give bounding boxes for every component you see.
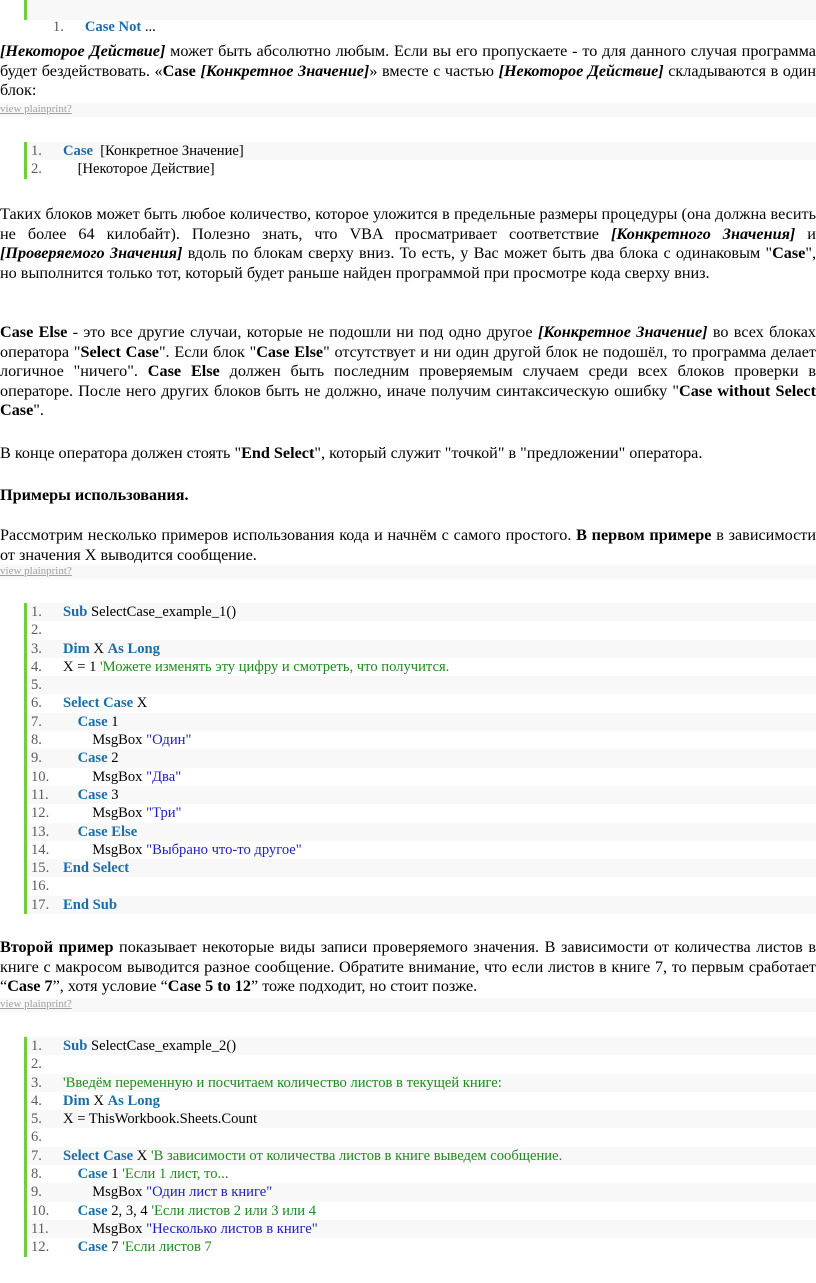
code-line	[27, 640, 816, 658]
text: ". Если блок "	[158, 342, 257, 361]
code-line	[27, 1092, 816, 1110]
text: ” тоже подходит, но стоит позже.	[250, 977, 478, 996]
view-plain-link[interactable]: view plainprint?	[0, 565, 72, 577]
line-number: 9.	[31, 1184, 42, 1201]
code-comment: 'Введём переменную и посчитаем количество листов в текущей книге:	[63, 1074, 502, 1091]
heading-examples: Примеры использования.	[0, 486, 189, 504]
line-number: 15.	[31, 860, 50, 877]
code-line	[27, 694, 816, 712]
text: должен быть последним проверяемым случаем среди всех блоков проверки в операторе. После него других блоков быть не должно, иначе получим синтаксическую ошибку "	[0, 362, 816, 400]
paragraph-example-1-intro	[0, 526, 816, 565]
code-keyword: As Long	[107, 1092, 160, 1109]
term-specific-value: [Конкретное Значение]	[537, 323, 708, 341]
line-number: 17.	[31, 896, 50, 913]
code-keyword: Case	[77, 1239, 108, 1256]
code-text: 2	[107, 750, 119, 767]
code-text: X = ThisWorkbook.Sheets.Count	[63, 1111, 258, 1128]
paragraph-example-2-intro	[0, 938, 816, 997]
text: ", но выполнится только тот, который будет раньше найден программой при просмотре кода сверху вниз.	[0, 244, 816, 282]
code-text: MsgBox	[63, 1184, 147, 1201]
code-text: 2, 3, 4	[107, 1202, 152, 1219]
text: в зависимости от значения X выводится сообщение.	[0, 526, 816, 564]
line-number: 11.	[31, 1220, 49, 1237]
code-keyword: Case	[77, 1202, 108, 1219]
code-text: 3	[107, 786, 119, 803]
code-text	[63, 787, 78, 803]
line-number: 11.	[31, 786, 49, 803]
code-text: X	[133, 695, 148, 712]
line-number: 1.	[31, 1038, 42, 1054]
line-number: 14.	[31, 841, 50, 858]
code-text	[63, 1239, 78, 1255]
code-keyword: End Select	[63, 860, 130, 877]
code-text: MsgBox	[63, 841, 147, 858]
code-string: "Два"	[146, 768, 182, 785]
term-specific-value: [Конкретного Значения]	[610, 224, 796, 243]
text: может быть абсолютно любым. Если вы его пропускаете - то для данного случая программа будет бездействовать. «	[0, 42, 816, 80]
code-keyword: Case	[77, 713, 108, 730]
code-line	[27, 1238, 816, 1256]
view-plain-bar	[0, 103, 816, 117]
code-line	[27, 658, 816, 676]
line-number: 5.	[31, 1111, 42, 1128]
code-keyword: Case	[77, 750, 108, 767]
code-text: [Некоторое Действие]	[63, 161, 215, 178]
line-number: 16.	[31, 878, 50, 895]
term-case: Case	[162, 61, 196, 80]
code-text: SelectCase_example_2()	[87, 1038, 237, 1054]
code-text: SelectCase_example_1()	[87, 604, 237, 620]
code-block-2	[24, 603, 816, 914]
code-line	[27, 859, 816, 877]
paragraph-end-select	[0, 444, 816, 464]
code-text	[63, 1166, 78, 1182]
line-number: 2.	[31, 622, 42, 639]
view-plain-link[interactable]: view plainprint?	[0, 998, 72, 1010]
term-second-example: Второй пример	[0, 938, 114, 956]
code-text: X	[133, 1147, 151, 1164]
text: Рассмотрим несколько примеров использования кода и начнём с самого простого.	[0, 526, 577, 544]
code-string: "Несколько листов в книге"	[146, 1220, 318, 1237]
code-text: 1	[107, 1166, 123, 1183]
code-keyword: Select Case	[63, 1147, 134, 1164]
text: и	[795, 224, 816, 243]
term-first-example: В первом примере	[576, 526, 712, 544]
term-case: Case	[772, 244, 806, 263]
code-keyword: Case Else	[77, 823, 138, 840]
line-number: 5.	[31, 677, 42, 694]
line-number: 3.	[31, 640, 42, 657]
line-number: 2.	[31, 1056, 42, 1073]
code-comment: 'Если листов 2 или 3 или 4	[151, 1202, 317, 1219]
text: » вместе с частью	[369, 61, 499, 80]
code-line	[27, 1183, 816, 1201]
line-number: 7.	[31, 713, 42, 730]
code-line	[27, 749, 816, 767]
line-number: 3.	[31, 1074, 42, 1091]
code-text: [Конкретное Значение]	[93, 143, 244, 159]
text: показывает некоторые виды записи проверяемого значения. В зависимости от количества листов в книге с макросом выводится разное сообщение. Обратите внимание, что если листов в книге 7, то первым сработает “	[0, 938, 816, 996]
code-text	[63, 1203, 78, 1219]
code-keyword: Case	[77, 786, 108, 803]
code-keyword: Sub	[63, 1038, 88, 1054]
text: " отсутствует и ни один другой блок не подошёл, то программа делает логичное "ничего".	[0, 342, 816, 381]
code-line	[27, 823, 816, 841]
code-string: "Один лист в книге"	[146, 1184, 273, 1201]
term-error: Case without Select Case	[0, 381, 816, 420]
code-line	[27, 160, 816, 178]
term-case-7: Case 7	[7, 977, 53, 996]
paragraph-case-else	[0, 323, 816, 421]
term-action: [Некоторое Действие]	[0, 42, 166, 60]
code-keyword: Select Case	[63, 695, 134, 712]
code-keyword: End Sub	[63, 896, 117, 913]
code-keyword: Sub	[63, 604, 88, 620]
line-number: 1.	[31, 604, 42, 620]
term-case-else: Case Else	[147, 362, 220, 381]
text: ”, хотя условие “	[52, 977, 168, 996]
line-number: 10.	[31, 768, 50, 785]
code-block-1	[24, 142, 816, 179]
line-number: 2.	[31, 161, 42, 178]
code-keyword: Case	[77, 1166, 108, 1183]
code-text	[63, 824, 78, 840]
code-line	[27, 621, 816, 639]
code-text: MsgBox	[63, 1220, 147, 1237]
code-keyword: Case	[63, 143, 93, 159]
code-line	[27, 1147, 816, 1165]
code-line	[27, 1037, 816, 1055]
code-string: "Один"	[146, 732, 192, 749]
code-line	[27, 768, 816, 786]
code-line	[27, 603, 816, 621]
code-line	[27, 1165, 816, 1183]
line-number: 13.	[31, 823, 50, 840]
text: ", который служит "точкой" в "предложении" оператора.	[314, 444, 703, 462]
code-text	[63, 714, 78, 730]
code-text: MsgBox	[63, 768, 147, 785]
code-line	[27, 896, 816, 914]
view-plain-bar	[0, 998, 816, 1012]
code-line	[27, 1128, 816, 1146]
term-end-select: End Select	[241, 444, 315, 462]
code-line	[27, 142, 816, 160]
code-line	[27, 1055, 816, 1073]
code-text: 7	[107, 1239, 123, 1256]
code-snippet-top	[24, 0, 816, 36]
term-select-case: Select Case	[80, 342, 159, 361]
text: В конце оператора должен стоять "	[0, 444, 242, 462]
code-text: MsgBox	[63, 732, 147, 749]
code-comment: 'Если листов 7	[122, 1239, 212, 1256]
line-number: 9.	[31, 750, 42, 767]
code-line	[27, 841, 816, 859]
code-line	[27, 1110, 816, 1128]
term-case-else: Case Else	[0, 323, 68, 341]
code-text: X	[89, 640, 108, 657]
term-case-else: Case Else	[256, 342, 324, 361]
code-line	[27, 731, 816, 749]
line-number: 7.	[31, 1147, 42, 1164]
term-action: [Некоторое Действие]	[498, 61, 664, 80]
line-number: 12.	[31, 1239, 50, 1256]
line-number: 8.	[31, 732, 42, 749]
view-plain-bar	[0, 565, 816, 579]
code-comment: 'Можете изменять эту цифру и смотреть, что получится.	[100, 658, 450, 675]
code-keyword: Dim	[63, 1092, 90, 1109]
line-number: 12.	[31, 805, 50, 822]
code-comment: 'В зависимости от количества листов в книге выведем сообщение.	[150, 1147, 563, 1164]
code-text: MsgBox	[63, 805, 147, 822]
view-plain-link[interactable]: view plainprint?	[0, 103, 72, 115]
code-line	[27, 713, 816, 731]
term-checked-value: [Проверяемого Значения]	[0, 244, 183, 263]
code-text: ...	[141, 19, 156, 36]
code-line	[27, 676, 816, 694]
line-number: 4.	[31, 1092, 42, 1109]
text: - это все другие случаи, которые не подошли ни под одно другое	[67, 323, 538, 341]
text: Таких блоков может быть любое количество, которое уложится в предельные размеры процедуры (она должна весить не более 64 килобайт). Полезно знать, что VBA просматривает соответствие	[0, 205, 816, 243]
code-text: X = 1	[63, 658, 101, 675]
term-case-5-to-12: Case 5 to 12	[167, 977, 251, 996]
code-string: "Три"	[146, 805, 182, 822]
code-line	[27, 786, 816, 804]
code-comment: 'Если 1 лист, то...	[122, 1166, 229, 1183]
term-value: [Конкретное Значение]	[195, 61, 370, 80]
text: во всех блоках оператора "	[0, 323, 816, 361]
line-number: 1.	[31, 143, 42, 159]
code-keyword: Case Not	[84, 19, 142, 36]
paragraph-blocks	[0, 205, 816, 283]
line-number: 10.	[31, 1202, 50, 1219]
text: складываются в один блок:	[0, 61, 816, 100]
code-keyword: Dim	[63, 640, 90, 657]
code-text	[63, 750, 78, 766]
code-line	[27, 804, 816, 822]
text: ".	[33, 401, 44, 420]
line-number: 6.	[31, 1129, 42, 1146]
code-block-3	[24, 1037, 816, 1257]
code-keyword: As Long	[107, 640, 160, 657]
line-number: 8.	[31, 1166, 42, 1183]
text: вдоль по блокам сверху вниз. То есть, у Вас может быть два блока с одинаковым "	[182, 244, 773, 263]
line-number: 6.	[31, 695, 42, 712]
code-line	[27, 1074, 816, 1092]
paragraph-action-block	[0, 42, 816, 101]
line-number: 1.	[52, 19, 64, 36]
code-line	[27, 1202, 816, 1220]
code-string: "Выбрано что-то другое"	[146, 841, 302, 858]
section-heading	[0, 486, 816, 506]
code-text: X	[89, 1092, 108, 1109]
code-line	[27, 1220, 816, 1238]
code-text: 1	[107, 713, 119, 730]
line-number: 4.	[31, 658, 42, 675]
code-line	[27, 877, 816, 895]
